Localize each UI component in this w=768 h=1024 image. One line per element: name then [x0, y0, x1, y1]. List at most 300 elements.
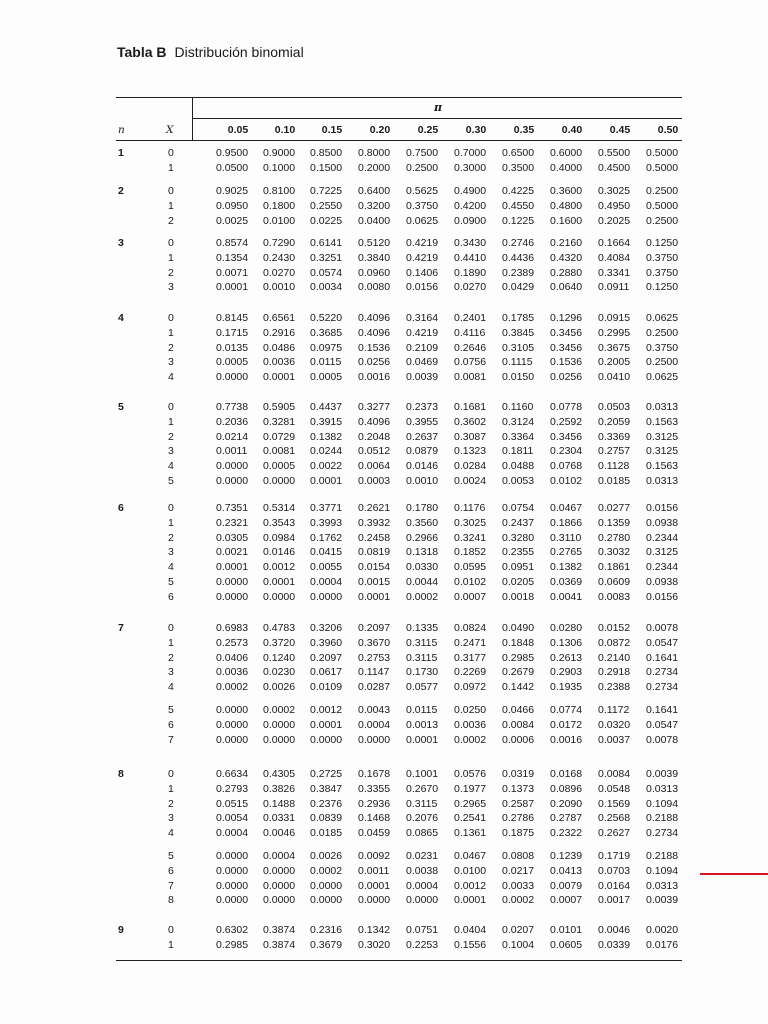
probability-cell: 0.0007: [454, 590, 487, 603]
probability-cell: 0.1359: [598, 516, 631, 529]
x-value: 4: [168, 681, 174, 694]
probability-cell: 0.2621: [358, 502, 391, 514]
probability-cell: 0.0951: [502, 561, 535, 574]
probability-cell: 0.0013: [406, 718, 439, 731]
probability-cell: 0.0217: [502, 864, 535, 877]
probability-cell: 0.3369: [598, 430, 631, 443]
probability-cell: 0.0012: [263, 561, 296, 574]
probability-cell: 0.0000: [216, 733, 249, 746]
probability-cell: 0.0756: [454, 356, 487, 369]
probability-cell: 0.3105: [502, 341, 535, 354]
probability-cell: 0.1000: [263, 161, 296, 174]
probability-cell: 0.0000: [216, 718, 249, 731]
x-value: 1: [168, 782, 174, 795]
probability-cell: 0.0819: [358, 546, 391, 559]
x-value: 3: [168, 666, 174, 679]
probability-cell: 0.3456: [550, 341, 583, 354]
column-header: 0.05: [227, 124, 249, 136]
probability-cell: 0.7225: [310, 185, 343, 197]
x-value: 1: [168, 326, 174, 339]
probability-cell: 0.2793: [216, 782, 249, 795]
probability-cell: 0.0577: [406, 681, 439, 694]
probability-cell: 0.0778: [550, 401, 583, 413]
probability-cell: 0.0231: [406, 850, 439, 862]
probability-cell: 0.2388: [598, 681, 631, 694]
probability-cell: 0.1147: [358, 666, 390, 679]
probability-cell: 0.2985: [216, 938, 249, 951]
probability-cell: 0.1719: [598, 850, 631, 862]
probability-cell: 0.4200: [454, 199, 487, 212]
probability-cell: 0.0319: [502, 768, 535, 780]
probability-cell: 0.0001: [216, 281, 249, 294]
probability-cell: 0.0225: [310, 214, 343, 227]
probability-cell: 0.0950: [216, 199, 249, 212]
table-label: Tabla B: [117, 44, 167, 60]
probability-cell: 0.0005: [310, 371, 343, 384]
probability-cell: 0.6561: [263, 312, 296, 324]
probability-cell: 0.3430: [454, 237, 487, 249]
probability-cell: 0.0339: [598, 938, 631, 951]
probability-cell: 0.0488: [502, 460, 535, 473]
probability-cell: 0.0250: [454, 704, 487, 716]
probability-cell: 0.0313: [646, 475, 679, 487]
pi-symbol: π: [434, 101, 443, 114]
probability-cell: 0.2090: [550, 797, 583, 810]
probability-cell: 0.0000: [263, 475, 296, 487]
probability-cell: 0.1406: [406, 266, 439, 279]
probability-cell: 0.0005: [263, 460, 296, 473]
probability-cell: 0.0984: [263, 531, 296, 544]
probability-cell: 0.1563: [646, 460, 679, 473]
probability-cell: 0.2670: [406, 782, 439, 795]
probability-cell: 0.2679: [502, 666, 535, 679]
table-title: Distribución binomial: [174, 44, 304, 60]
probability-cell: 0.0033: [502, 879, 535, 892]
probability-cell: 0.2966: [406, 531, 439, 544]
probability-cell: 0.3280: [502, 531, 535, 544]
probability-cell: 0.2918: [598, 666, 631, 679]
probability-cell: 0.0185: [598, 475, 631, 487]
probability-cell: 0.0081: [263, 445, 296, 458]
probability-cell: 0.0037: [598, 733, 631, 746]
probability-cell: 0.2373: [406, 401, 439, 413]
probability-cell: 0.0915: [598, 312, 631, 324]
probability-cell: 0.0024: [454, 475, 487, 487]
x-value: 0: [168, 622, 174, 634]
column-header: 0.20: [369, 124, 391, 136]
probability-cell: 0.0001: [454, 894, 487, 907]
probability-cell: 0.2160: [550, 237, 583, 249]
probability-cell: 0.0004: [406, 879, 439, 892]
x-value: 5: [168, 475, 174, 487]
probability-cell: 0.0000: [358, 894, 391, 907]
probability-cell: 0.2059: [598, 415, 631, 428]
probability-cell: 0.3000: [454, 161, 487, 174]
x-value: 0: [168, 768, 174, 780]
probability-cell: 0.2646: [454, 341, 487, 354]
probability-cell: 0.0000: [216, 590, 249, 603]
x-value: 6: [168, 864, 174, 877]
probability-cell: 0.9000: [263, 147, 296, 159]
probability-cell: 0.3932: [358, 516, 391, 529]
probability-cell: 0.0975: [310, 341, 343, 354]
probability-cell: 0.0872: [598, 636, 631, 649]
probability-cell: 0.0079: [550, 879, 583, 892]
probability-cell: 0.0001: [263, 371, 296, 384]
column-header: 0.35: [513, 124, 535, 136]
probability-cell: 0.0808: [502, 850, 535, 862]
probability-cell: 0.1225: [502, 214, 535, 227]
probability-cell: 0.0036: [216, 666, 249, 679]
probability-cell: 0.1240: [263, 651, 296, 664]
probability-cell: 0.2253: [406, 938, 439, 951]
probability-cell: 0.3164: [406, 312, 439, 324]
probability-cell: 0.3020: [358, 938, 391, 951]
probability-cell: 0.3670: [358, 636, 391, 649]
probability-cell: 0.3771: [310, 502, 343, 514]
probability-cell: 0.0054: [216, 812, 249, 825]
probability-cell: 0.4225: [502, 185, 535, 197]
probability-cell: 0.3874: [263, 938, 296, 951]
x-value: 2: [168, 430, 174, 443]
probability-cell: 0.2734: [646, 681, 679, 694]
probability-cell: 0.0729: [263, 430, 296, 443]
probability-cell: 0.1354: [216, 251, 249, 264]
probability-cell: 0.0972: [454, 681, 487, 694]
probability-cell: 0.0751: [406, 924, 439, 936]
probability-cell: 0.2592: [550, 415, 583, 428]
probability-cell: 0.0115: [406, 704, 438, 716]
probability-cell: 0.1875: [502, 827, 535, 840]
probability-cell: 0.0768: [550, 460, 583, 473]
probability-cell: 0.0102: [454, 576, 487, 588]
probability-cell: 0.0839: [310, 812, 343, 825]
probability-cell: 0.1500: [310, 161, 343, 174]
probability-cell: 0.5000: [646, 199, 679, 212]
probability-cell: 0.3602: [454, 415, 487, 428]
probability-cell: 0.3840: [358, 251, 391, 264]
x-value: 3: [168, 445, 174, 458]
probability-cell: 0.1866: [550, 516, 583, 529]
probability-cell: 0.1563: [646, 415, 679, 428]
probability-cell: 0.0002: [310, 864, 343, 877]
probability-cell: 0.0015: [358, 576, 391, 588]
probability-cell: 0.3560: [406, 516, 439, 529]
probability-cell: 0.0038: [406, 864, 439, 877]
probability-cell: 0.1861: [598, 561, 631, 574]
probability-cell: 0.0071: [216, 266, 249, 279]
probability-cell: 0.0011: [216, 445, 248, 458]
probability-cell: 0.8574: [216, 237, 249, 249]
probability-cell: 0.2304: [550, 445, 583, 458]
probability-cell: 0.3955: [406, 415, 439, 428]
probability-cell: 0.0001: [358, 590, 391, 603]
probability-cell: 0.3847: [310, 782, 343, 795]
probability-cell: 0.6500: [502, 147, 535, 159]
probability-cell: 0.0410: [598, 371, 631, 384]
probability-cell: 0.0512: [358, 445, 391, 458]
probability-cell: 0.0256: [550, 371, 583, 384]
probability-cell: 0.2500: [406, 161, 439, 174]
probability-cell: 0.3750: [646, 266, 679, 279]
probability-cell: 0.5220: [310, 312, 343, 324]
probability-cell: 0.1641: [646, 651, 679, 664]
probability-cell: 0.3115: [406, 797, 438, 810]
probability-cell: 0.0000: [263, 733, 296, 746]
probability-cell: 0.2269: [454, 666, 487, 679]
probability-cell: 0.3032: [598, 546, 631, 559]
probability-cell: 0.1852: [454, 546, 487, 559]
probability-cell: 0.4320: [550, 251, 583, 264]
probability-cell: 0.0490: [502, 622, 535, 634]
probability-cell: 0.0092: [358, 850, 391, 862]
probability-cell: 0.1442: [502, 681, 535, 694]
probability-cell: 0.3960: [310, 636, 343, 649]
probability-cell: 0.0044: [406, 576, 439, 588]
probability-cell: 0.0004: [263, 850, 296, 862]
probability-cell: 0.0313: [646, 879, 679, 892]
probability-cell: 0.0135: [216, 341, 249, 354]
probability-cell: 0.0154: [358, 561, 391, 574]
probability-cell: 0.2389: [502, 266, 535, 279]
probability-cell: 0.0230: [263, 666, 296, 679]
probability-cell: 0.2000: [358, 161, 391, 174]
n-value: 8: [118, 768, 124, 780]
probability-cell: 0.0000: [263, 879, 296, 892]
probability-cell: 0.0055: [310, 561, 343, 574]
x-value: 0: [168, 401, 174, 413]
x-value: 2: [168, 797, 174, 810]
probability-cell: 0.0404: [454, 924, 487, 936]
probability-cell: 0.2550: [310, 199, 343, 212]
probability-cell: 0.3456: [550, 326, 583, 339]
probability-cell: 0.0000: [358, 733, 391, 746]
probability-cell: 0.0026: [310, 850, 343, 862]
probability-cell: 0.4096: [358, 326, 391, 339]
probability-cell: 0.2985: [502, 651, 535, 664]
probability-cell: 0.3206: [310, 622, 343, 634]
probability-cell: 0.3277: [358, 401, 391, 413]
probability-cell: 0.0036: [454, 718, 487, 731]
probability-cell: 0.0172: [550, 718, 583, 731]
probability-cell: 0.2376: [310, 797, 343, 810]
probability-cell: 0.3115: [406, 636, 438, 649]
x-value: 7: [168, 879, 174, 892]
x-value: 4: [168, 827, 174, 840]
probability-cell: 0.2471: [454, 636, 487, 649]
probability-cell: 0.1730: [406, 666, 439, 679]
probability-cell: 0.3177: [454, 651, 487, 664]
probability-cell: 0.7738: [216, 401, 249, 413]
probability-cell: 0.0000: [216, 864, 249, 877]
probability-cell: 0.1172: [598, 704, 630, 716]
probability-cell: 0.3456: [550, 430, 583, 443]
probability-cell: 0.2500: [646, 326, 679, 339]
probability-cell: 0.8000: [358, 147, 391, 159]
probability-cell: 0.3124: [502, 415, 535, 428]
probability-cell: 0.4219: [406, 237, 439, 249]
probability-cell: 0.3125: [646, 445, 679, 458]
probability-cell: 0.0053: [502, 475, 535, 487]
probability-cell: 0.0017: [598, 894, 631, 907]
probability-cell: 0.2036: [216, 415, 249, 428]
probability-cell: 0.3025: [598, 185, 631, 197]
probability-cell: 0.0576: [454, 768, 487, 780]
probability-cell: 0.0001: [310, 475, 343, 487]
probability-cell: 0.3874: [263, 924, 296, 936]
probability-cell: 0.4783: [263, 622, 296, 634]
probability-cell: 0.0156: [646, 590, 679, 603]
probability-cell: 0.4305: [263, 768, 296, 780]
probability-cell: 0.0938: [646, 516, 679, 529]
probability-cell: 0.9025: [216, 185, 249, 197]
n-header: n: [118, 124, 125, 136]
column-header: 0.45: [609, 124, 631, 136]
probability-cell: 0.3750: [646, 251, 679, 264]
probability-cell: 0.0467: [454, 850, 487, 862]
probability-cell: 0.0320: [598, 718, 631, 731]
x-value: 3: [168, 546, 174, 559]
x-value: 1: [168, 636, 174, 649]
probability-cell: 0.3543: [263, 516, 296, 529]
probability-cell: 0.2321: [216, 516, 249, 529]
probability-cell: 0.0625: [406, 214, 439, 227]
probability-cell: 0.2140: [598, 651, 631, 664]
probability-cell: 0.2458: [358, 531, 391, 544]
probability-cell: 0.1890: [454, 266, 487, 279]
probability-cell: 0.3915: [310, 415, 343, 428]
probability-cell: 0.0002: [263, 704, 296, 716]
probability-cell: 0.3341: [598, 266, 631, 279]
probability-cell: 0.0004: [310, 576, 343, 588]
n-value: 7: [118, 622, 124, 634]
probability-cell: 0.0205: [502, 576, 535, 588]
probability-cell: 0.2573: [216, 636, 249, 649]
x-value: 0: [168, 185, 174, 197]
probability-cell: 0.0207: [502, 924, 535, 936]
probability-cell: 0.0000: [216, 576, 249, 588]
probability-cell: 0.1296: [550, 312, 583, 324]
probability-cell: 0.2430: [263, 251, 296, 264]
probability-cell: 0.0469: [406, 356, 439, 369]
probability-cell: 0.0000: [310, 879, 343, 892]
probability-cell: 0.1318: [406, 546, 439, 559]
column-header: 0.40: [561, 124, 583, 136]
x-value: 1: [168, 161, 174, 174]
n-value: 3: [118, 237, 124, 249]
probability-cell: 0.2188: [646, 812, 679, 825]
probability-cell: 0.0084: [598, 768, 631, 780]
probability-cell: 0.0896: [550, 782, 583, 795]
probability-cell: 0.2097: [310, 651, 343, 664]
probability-cell: 0.2587: [502, 797, 535, 810]
probability-cell: 0.0547: [646, 636, 679, 649]
probability-cell: 0.0824: [454, 622, 487, 634]
probability-cell: 0.0176: [646, 938, 679, 951]
probability-cell: 0.0000: [216, 460, 249, 473]
probability-cell: 0.1128: [598, 460, 630, 473]
probability-cell: 0.4550: [502, 199, 535, 212]
probability-cell: 0.2734: [646, 827, 679, 840]
probability-cell: 0.1800: [263, 199, 296, 212]
probability-cell: 0.0000: [216, 371, 249, 384]
probability-cell: 0.4900: [454, 185, 487, 197]
probability-cell: 0.0330: [406, 561, 439, 574]
probability-cell: 0.1678: [358, 768, 391, 780]
probability-cell: 0.4000: [550, 161, 583, 174]
probability-cell: 0.6634: [216, 768, 249, 780]
probability-cell: 0.2936: [358, 797, 391, 810]
probability-cell: 0.1335: [406, 622, 439, 634]
n-value: 6: [118, 502, 124, 514]
probability-cell: 0.0006: [502, 733, 535, 746]
probability-cell: 0.3679: [310, 938, 343, 951]
probability-cell: 0.3600: [550, 185, 583, 197]
x-value: 0: [168, 237, 174, 249]
probability-cell: 0.6000: [550, 147, 583, 159]
probability-cell: 0.3685: [310, 326, 343, 339]
probability-cell: 0.1306: [550, 636, 583, 649]
probability-cell: 0.0164: [598, 879, 631, 892]
probability-cell: 0.3750: [646, 341, 679, 354]
probability-cell: 0.2322: [550, 827, 583, 840]
x-value: 7: [168, 733, 174, 746]
probability-cell: 0.3750: [406, 199, 439, 212]
probability-cell: 0.0000: [263, 590, 296, 603]
probability-cell: 0.0036: [263, 356, 296, 369]
probability-cell: 0.0156: [406, 281, 439, 294]
probability-cell: 0.4096: [358, 415, 391, 428]
probability-cell: 0.6141: [310, 237, 343, 249]
probability-cell: 0.1323: [454, 445, 487, 458]
probability-cell: 0.2188: [646, 850, 679, 862]
column-header: 0.50: [657, 124, 679, 136]
probability-cell: 0.1001: [406, 768, 439, 780]
probability-cell: 0.0270: [263, 266, 296, 279]
column-header: 0.25: [417, 124, 439, 136]
probability-cell: 0.0284: [454, 460, 487, 473]
probability-cell: 0.1536: [550, 356, 583, 369]
probability-cell: 0.0046: [263, 827, 296, 840]
probability-cell: 0.7290: [263, 237, 296, 249]
probability-cell: 0.0214: [216, 430, 249, 443]
probability-cell: 0.0000: [310, 590, 343, 603]
probability-cell: 0.0000: [310, 733, 343, 746]
probability-cell: 0.4219: [406, 326, 439, 339]
probability-cell: 0.4500: [598, 161, 631, 174]
probability-cell: 0.4950: [598, 199, 631, 212]
probability-cell: 0.5120: [358, 237, 391, 249]
column-header: 0.10: [274, 124, 296, 136]
column-header: 0.30: [465, 124, 487, 136]
probability-cell: 0.0270: [454, 281, 487, 294]
x-value: 6: [168, 718, 174, 731]
probability-cell: 0.1681: [454, 401, 487, 413]
probability-cell: 0.0041: [550, 590, 583, 603]
probability-cell: 0.0084: [502, 718, 535, 731]
probability-cell: 0.0313: [646, 782, 679, 795]
probability-cell: 0.0625: [646, 312, 679, 324]
x-value: 4: [168, 561, 174, 574]
probability-cell: 0.0156: [646, 502, 679, 514]
x-value: 5: [168, 576, 174, 588]
probability-cell: 0.5500: [598, 147, 631, 159]
probability-cell: 0.1382: [550, 561, 583, 574]
probability-cell: 0.0000: [310, 894, 343, 907]
probability-cell: 0.0617: [310, 666, 343, 679]
probability-cell: 0.0150: [502, 371, 535, 384]
probability-cell: 0.0415: [310, 546, 343, 559]
